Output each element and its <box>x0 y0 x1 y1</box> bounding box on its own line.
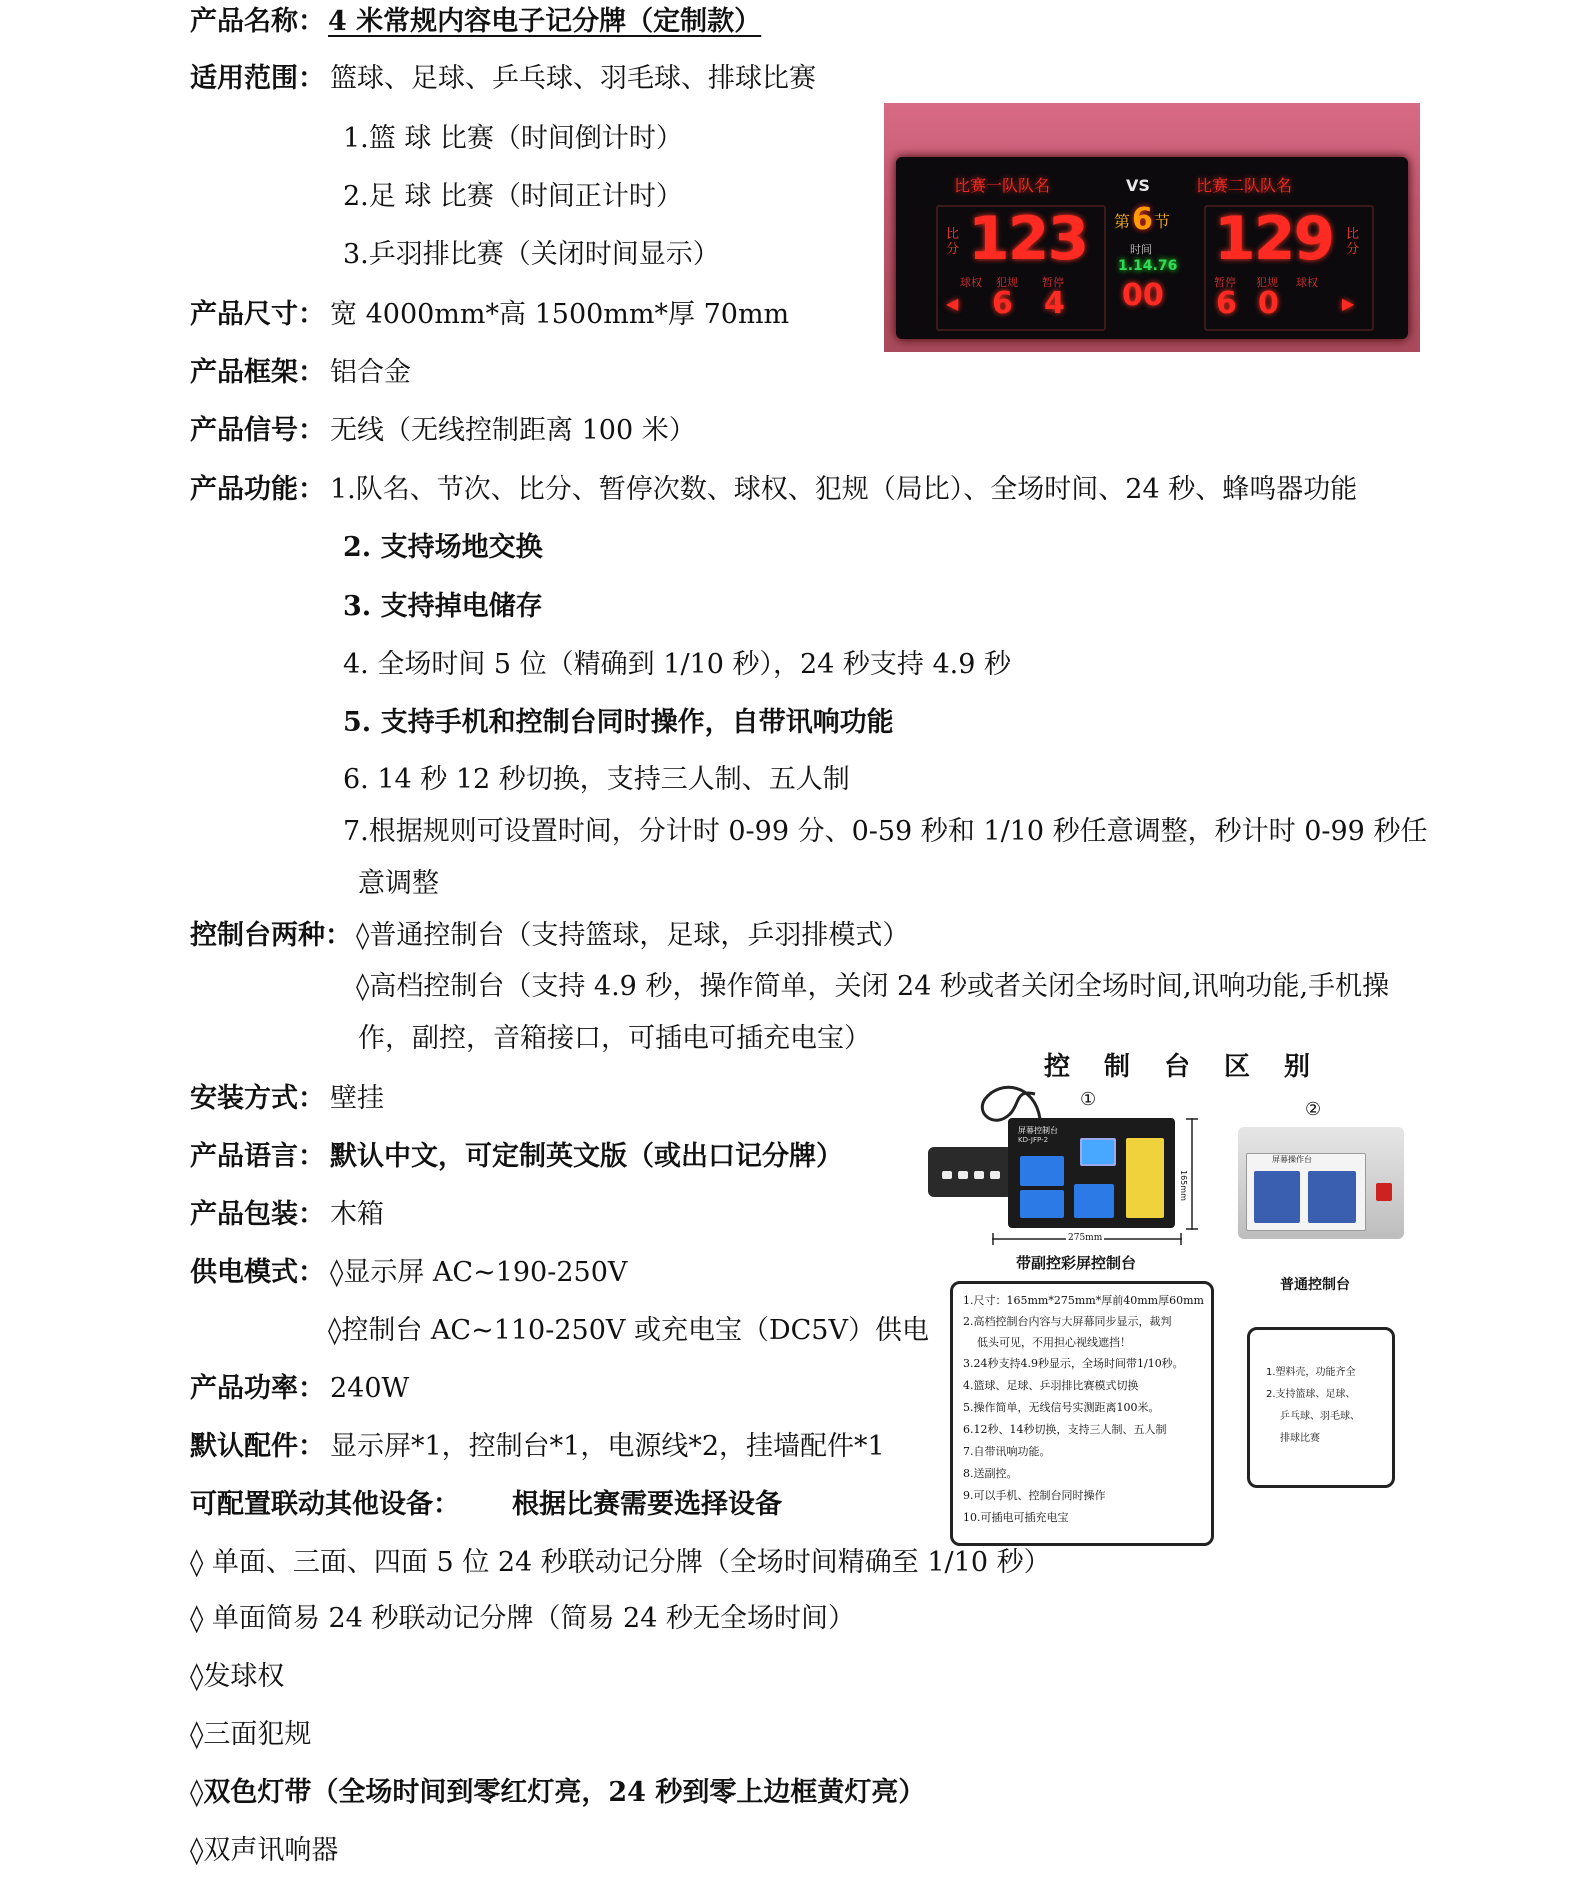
console-label: 控制台两种： <box>190 920 352 951</box>
controller2-mark: ② <box>1305 1099 1322 1120</box>
linkage-value: 根据比赛需要选择设备 <box>512 1489 782 1520</box>
note-line: 1.尺寸：165mm*275mm*厚前40mm厚60mm <box>963 1294 1204 1307</box>
note-line: 7.自带讯响功能。 <box>963 1445 1051 1458</box>
timeouts-label: 暂停 <box>1042 276 1064 289</box>
team2-timeouts: 6 <box>1216 286 1237 321</box>
console-item: ◊高档控制台（支持 4.9 秒，操作简单，关闭 24 秒或者关闭全场时间,讯响功能,手机操 <box>356 971 1390 1002</box>
note-line: 6.12秒、14秒切换，支持三人制、五人制 <box>963 1423 1167 1436</box>
controller1-notes <box>950 1281 1214 1546</box>
scope-item: 1.篮 球 比赛（时间倒计时） <box>343 123 683 154</box>
team1-score: 123 <box>968 204 1088 274</box>
install-value: 壁挂 <box>330 1083 384 1114</box>
screen-model: KD-JFP-2 <box>1018 1136 1049 1144</box>
scope-value: 篮球、足球、乒乓球、羽毛球、排球比赛 <box>330 63 816 94</box>
function-item: 3. 支持掉电储存 <box>343 591 543 622</box>
key-block <box>1074 1184 1114 1218</box>
function-item: 7.根据规则可设置时间，分计时 0-99 分、0-59 秒和 1/10 秒任意调整，秒计时 0-99 秒任 <box>343 816 1428 847</box>
scope-item: 3.乒羽排比赛（关闭时间显示） <box>343 239 720 270</box>
score-label-left: 比分 <box>946 227 960 257</box>
height-dimension <box>1186 1118 1202 1230</box>
note-line: 排球比赛 <box>1280 1433 1320 1444</box>
accessories-label: 默认配件： <box>190 1431 325 1462</box>
fouls-label: 犯规 <box>1256 276 1278 289</box>
note-line: 2.支持篮球、足球、 <box>1266 1389 1356 1400</box>
controller2-notes <box>1247 1327 1395 1488</box>
standard-controller <box>1238 1127 1404 1239</box>
color-screen-controller <box>1008 1118 1175 1228</box>
linkage-item: ◊发球权 <box>190 1661 285 1692</box>
function-item: 1.队名、节次、比分、暂停次数、球权、犯规（局比）、全场时间、24 秒、蜂鸣器功能 <box>330 474 1358 505</box>
screen-title: 屏幕控制台 <box>1018 1126 1058 1135</box>
note-line: 乒乓球、羽毛球、 <box>1280 1411 1360 1422</box>
remote-key <box>990 1171 1000 1179</box>
size-label: 产品尺寸： <box>190 299 325 330</box>
function-item: 4. 全场时间 5 位（精确到 1/10 秒），24 秒支持 4.9 秒 <box>343 649 1012 680</box>
remote-key <box>974 1171 984 1179</box>
controller1-label: 带副控彩屏控制台 <box>1016 1254 1137 1272</box>
remote-key <box>958 1171 968 1179</box>
linkage-item: ◊ 单面、三面、四面 5 位 24 秒联动记分牌（全场时间精确至 1/10 秒） <box>190 1547 1051 1578</box>
possession-arrow-left: ◀ <box>946 294 959 313</box>
wattage-value: 240W <box>330 1373 410 1404</box>
period-prefix: 第 <box>1114 212 1131 231</box>
linkage-item: ◊三面犯规 <box>190 1719 312 1750</box>
function-item: 意调整 <box>358 868 439 899</box>
wattage-label: 产品功率： <box>190 1373 325 1404</box>
period-value: 6 <box>1132 202 1153 237</box>
height-dim-label: 165mm <box>1179 1170 1188 1201</box>
scoreboard-photo <box>884 103 1420 352</box>
timeouts-label: 暂停 <box>1214 276 1236 289</box>
key-block <box>1020 1156 1064 1186</box>
key-block-yellow <box>1126 1138 1164 1218</box>
power-item: ◊控制台 AC~110-250V 或充电宝（DC5V）供电 <box>328 1315 929 1346</box>
power-item: ◊显示屏 AC~190-250V <box>330 1257 628 1288</box>
scope-label: 适用范围： <box>190 63 325 94</box>
linkage-item: ◊双声讯响器 <box>190 1835 339 1866</box>
function-item: 2. 支持场地交换 <box>343 532 543 563</box>
size-value: 宽 4000mm*高 1500mm*厚 70mm <box>330 299 790 330</box>
name-label: 产品名称： <box>190 6 325 37</box>
signal-label: 产品信号： <box>190 415 325 446</box>
time-label: 时间 <box>1130 243 1152 256</box>
language-label: 产品语言： <box>190 1141 325 1172</box>
sub-remote <box>928 1147 1013 1197</box>
team1-fouls: 6 <box>992 286 1013 321</box>
scope-item: 2.足 球 比赛（时间正计时） <box>343 181 683 212</box>
note-line: 3.24秒支持4.9秒显示，全场时间带1/10秒。 <box>963 1357 1184 1370</box>
controller1-mark: ① <box>1080 1089 1097 1110</box>
note-line: 5.操作简单，无线信号实测距离100米。 <box>963 1401 1160 1414</box>
fouls-label: 犯规 <box>996 276 1018 289</box>
package-label: 产品包装： <box>190 1199 325 1230</box>
team2-score: 129 <box>1214 204 1334 274</box>
team2-name: 比赛二队队名 <box>1196 176 1293 195</box>
possession-label: 球权 <box>1296 276 1318 289</box>
note-line: 9.可以手机、控制台同时操作 <box>963 1489 1106 1502</box>
key-block <box>1308 1171 1356 1223</box>
key-block <box>1254 1171 1300 1223</box>
console-item: ◊普通控制台（支持篮球，足球，乒羽排模式） <box>356 920 910 951</box>
power-switch <box>1376 1183 1392 1201</box>
period-suffix: 节 <box>1154 212 1171 231</box>
color-screen <box>1080 1138 1116 1166</box>
function-item: 5. 支持手机和控制台同时操作，自带讯响功能 <box>343 707 894 738</box>
frame-label: 产品框架： <box>190 357 325 388</box>
remote-key <box>942 1171 952 1179</box>
language-value: 默认中文，可定制英文版（或出口记分牌） <box>330 1141 843 1172</box>
team1-timeouts: 4 <box>1044 286 1065 321</box>
accessories-value: 显示屏*1，控制台*1，电源线*2，挂墙配件*1 <box>330 1431 885 1462</box>
team1-name: 比赛一队队名 <box>954 176 1051 195</box>
note-line: 8.送副控。 <box>963 1467 1018 1480</box>
linkage-item: ◊双色灯带（全场时间到零红灯亮，24 秒到零上边框黄灯亮） <box>190 1777 926 1808</box>
package-value: 木箱 <box>330 1199 384 1230</box>
note-line: 2.高档控制台内容与大屏幕同步显示，裁判 <box>963 1315 1172 1328</box>
install-label: 安装方式： <box>190 1083 325 1114</box>
console-item: 作，副控，音箱接口，可插电可插充电宝） <box>358 1023 871 1054</box>
frame-value: 铝合金 <box>330 357 411 388</box>
signal-value: 无线（无线控制距离 100 米） <box>330 415 696 446</box>
function-item: 6. 14 秒 12 秒切换，支持三人制、五人制 <box>343 764 850 795</box>
function-label: 产品功能： <box>190 474 325 505</box>
possession-arrow-right: ▶ <box>1342 294 1355 313</box>
power-label: 供电模式： <box>190 1257 325 1288</box>
controller2-label: 普通控制台 <box>1280 1277 1350 1293</box>
linkage-label: 可配置联动其他设备： <box>190 1489 460 1520</box>
possession-label: 球权 <box>960 276 982 289</box>
game-time: 1.14.76 <box>1118 258 1178 274</box>
key-block <box>1020 1190 1064 1218</box>
note-line: 10.可插电可插充电宝 <box>963 1511 1069 1524</box>
team2-fouls: 0 <box>1258 286 1279 321</box>
note-line: 1.塑料壳，功能齐全 <box>1266 1367 1356 1378</box>
controllers-title: 控制台区别 <box>1044 1052 1345 1082</box>
linkage-item: ◊ 单面简易 24 秒联动记分牌（简易 24 秒无全场时间） <box>190 1603 855 1634</box>
scoreboard <box>896 157 1408 339</box>
note-line: 低头可见，不用担心视线遮挡！ <box>977 1336 1131 1349</box>
panel2-title: 屏幕操作台 <box>1272 1155 1312 1164</box>
note-line: 4.篮球、足球、乒羽排比赛模式切换 <box>963 1379 1139 1392</box>
width-dim-label: 275mm <box>1068 1233 1103 1243</box>
vs-label: VS <box>1126 176 1150 195</box>
score-label-right: 比分 <box>1346 227 1360 257</box>
product-name: 4 米常规内容电子记分牌（定制款） <box>328 6 762 37</box>
shot-clock: 00 <box>1122 278 1164 313</box>
